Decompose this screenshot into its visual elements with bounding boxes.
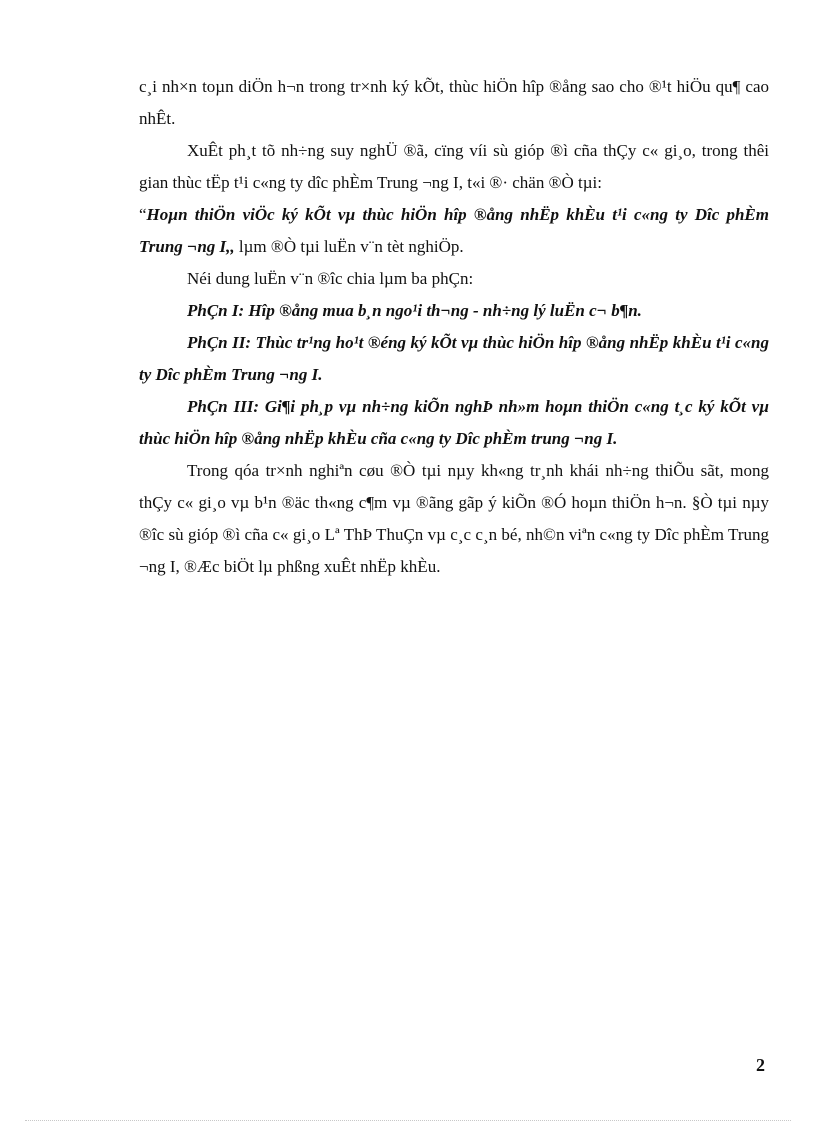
paragraph-structure-intro [139,263,769,295]
paragraph-thesis-title [139,199,769,263]
paragraph-text: PhÇn II: Thùc tr¹ng ho¹t ®éng ký kÕt vµ thùc hiÖn hîp ®ång nhËp khÈu t¹i c«ng ty Dîc phÈm Trung ¬ng I. [139,333,769,384]
paragraph-text: Néi dung luËn v¨n ®îc chia lµm ba phÇn: [187,269,474,288]
thesis-title-emphasis: Hoµn thiÖn viÖc ký kÕt vµ thùc hiÖn hîp ®ång nhËp khÈu t¹i c«ng ty Dîc phÈm Trung ¬ng I,, [139,205,769,256]
paragraph-intro-continued [139,71,769,135]
paragraph-acknowledgement [139,455,769,583]
paragraph-part-three [139,391,769,455]
paragraph-text: PhÇn III: Gi¶i ph¸p vµ nh÷ng kiÕn nghÞ nh»m hoµn thiÖn c«ng t¸c ký kÕt vµ thùc hiÖn hîp ®ång nhËp khÈu cña c«ng ty Dîc phÈm trung ¬ng I. [139,397,769,448]
paragraph-text: XuÊt ph¸t tõ nh÷ng suy nghÜ ®ã, cïng víi sù gióp ®ì cña thÇy c« gi¸o, trong thêi gian thùc tËp t¹i c«ng ty dîc phÈm Trung ¬ng I, t«i ®· chän ®Ò tµi: [139,141,769,192]
paragraph-text: Trong qóa tr×nh nghiªn cøu ®Ò tµi nµy kh«ng tr¸nh khái nh÷ng thiÕu sãt, mong thÇy c« gi¸o vµ b¹n ®äc th«ng c¶m vµ ®ãng gãp ý kiÕn ®Ó hoµn thiÖn h¬n. §Ò tµi nµy ®îc sù gióp ®ì cña c« gi¸o Lª ThÞ ThuÇn vµ c¸c c¸n bé, nh©n viªn c«ng ty Dîc phÈm Trung ¬ng I, ®Æc biÖt lµ phßng xuÊt nhËp khÈu. [139,461,769,576]
opening-quote: “ [139,205,147,224]
paragraph-text: PhÇn I: Hîp ®ång mua b¸n ngo¹i th¬ng - nh÷ng lý luËn c¬ b¶n. [187,301,642,320]
paragraph-text: lµm ®Ò tµi luËn v¨n tèt nghiÖp. [234,237,464,256]
paragraph-part-two [139,327,769,391]
paragraph-part-one [139,295,769,327]
page-number: 2 [756,1055,765,1075]
document-body [139,71,769,583]
paragraph-text: c¸i nh×n toµn diÖn h¬n trong tr×nh ký kÕt, thùc hiÖn hîp ®ång sao cho ®¹t hiÖu qu¶ cao nhÊt. [139,77,769,128]
footer-divider [25,1120,791,1121]
paragraph-topic-origin [139,135,769,199]
